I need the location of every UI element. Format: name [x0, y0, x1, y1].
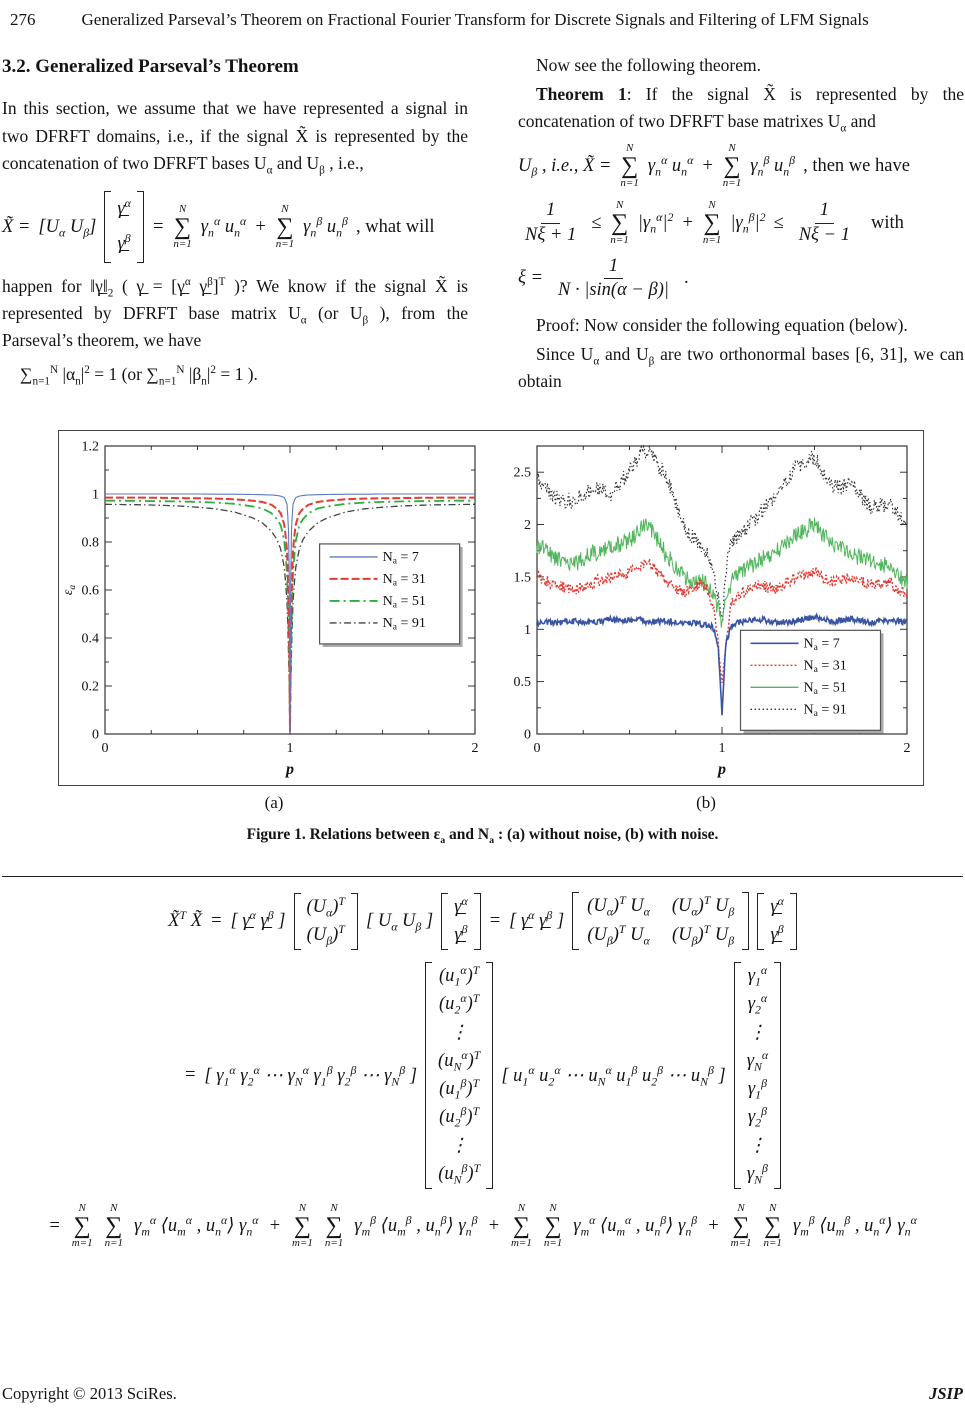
svg-text:2: 2 [903, 741, 911, 756]
display-equation-theorem: $U_\beta$ , i.e., X̃ = N ∑ n=1 $\gamma_n^\alpha$ $u_n^\alpha$ + N ∑ n=1 $\gamma_n^\beta$ $u_n^\beta$ , then we have [518, 142, 910, 190]
svg-text:Na = 7: $N_a = 7$ [382, 549, 419, 567]
svg-text:0.8: 0.8 [81, 535, 99, 551]
svg-text:1.5: 1.5 [513, 570, 531, 586]
display-equation-xi: ξ = $\frac{1}{N \cdot |\sin(\alpha - \beta)|}$ . [518, 255, 964, 302]
svg-text:εa: $\varepsilon_a$ [61, 584, 78, 596]
svg-text:0.4: 0.4 [81, 631, 99, 647]
svg-text:Na = 7: $N_a = 7$ [803, 636, 840, 654]
paragraph: happen for $‖\gamma̲‖_2$ ( γ̲ = [γ̲$^\alpha$ γ̲$^\beta$]$^T$ )? We know if the signal X̃ is represented by DFRFT base matrix $U_\alpha$ (or $U_\beta$ ), from the Parseval’s theorem, we have [2, 276, 468, 351]
summation-symbol: N ∑ n=1 [620, 142, 639, 190]
paragraph: Proof: Now consider the following equation (below). [536, 314, 908, 335]
svg-text:Na = 91: $N_a = 91$ [382, 615, 426, 633]
paragraph: Since $U_\alpha$ and $U_\beta$ are two orthonormal bases [6, 31], we can obtain [518, 344, 965, 392]
svg-text:1: 1 [718, 741, 726, 756]
section-heading: 3.2. Generalized Parseval’s Theorem [2, 56, 299, 77]
column-vector: γ̲$^\alpha$ γ̲$^\beta$ [757, 893, 797, 950]
page-number: 276 [10, 10, 36, 29]
journal-label: JSIP [929, 1384, 963, 1403]
svg-text:Na = 91: $N_a = 91$ [803, 702, 847, 720]
display-equation-signal-decomposition: X̃ = [$U_\alpha$ $U_\beta$] γ̲$^\alpha$ γ̲$^\beta$ = N ∑ n=1 $\gamma_n^\alpha$ $u_n^\alpha$ + N ∑ n=1 $\gamma_n^\beta$ $u_n^\beta$ , what will [2, 191, 468, 263]
theorem-paragraph: Theorem 1: If the signal X̃ is represented by the concatenation of two DFRFT base matrixes $U_\alpha$ and [518, 84, 965, 135]
matrix-2x2: $(U_\alpha)^T$ $U_\alpha$ $(U_\alpha)^T$ $U_\beta$ $(U_\beta)^T$ $U_\alpha$ $(U_\beta)^T$ $U_\beta$ [572, 892, 749, 950]
svg-text:0.5: 0.5 [513, 675, 531, 691]
left-column [2, 52, 468, 390]
fraction: $\frac{1}{N\xi + 1}$ [525, 200, 577, 245]
svg-text:0.2: 0.2 [81, 679, 99, 695]
inline-equation-parseval: $\sum_{n=1}^N$ $|\alpha_n|^2 = 1$ (or $\sum_{n=1}^N$ $|\beta_n|^2 = 1$ ). [20, 363, 258, 388]
summation-symbol: N ∑ n=1 [702, 199, 722, 246]
svg-text:Na = 31: $N_a = 31$ [382, 571, 426, 589]
paragraph: In this section, we assume that we have represented a signal in two DFRFT domains, i.e., if the signal X̃ is represented by the concatenation of two DFRFT bases $U_\alpha$ and $U_\beta$ , i.e., [2, 98, 468, 177]
sublabel-b: (b) [696, 793, 716, 812]
summation-symbol: N ∑ n=1 [610, 199, 629, 246]
svg-text:1: 1 [524, 622, 531, 638]
running-title: Generalized Parseval’s Theorem on Fractional Fourier Transform for Discrete Signals and Filtering of LFM Signals [81, 10, 869, 29]
svg-text:p: p [718, 761, 726, 778]
figure-caption: Figure 1. Relations between $\varepsilon_a$ and $N_a$ : (a) without noise, (b) with noise. [246, 826, 719, 847]
column-vector: $(u_1^\alpha)^T$ $(u_2^\alpha)^T$ ⋮ $(u_N^\alpha)^T$ $(u_1^\beta)^T$ $(u_2^\beta)^T$ ⋮ $(u_N^\beta)^T$ [425, 962, 493, 1189]
svg-text:p: p [286, 761, 294, 778]
theorem-label: Theorem 1 [536, 84, 627, 105]
summation-symbol: N ∑ n=1 [722, 142, 742, 190]
proof-equation-block [0, 888, 965, 1257]
section-divider-rule [2, 876, 963, 877]
page-header [10, 10, 955, 30]
figure-sublabels [58, 793, 922, 813]
svg-text:Na = 31: $N_a = 31$ [803, 658, 847, 676]
figure-1-panel [58, 430, 924, 786]
chart-b-with-noise [491, 431, 923, 785]
column-vector: γ̲$^\alpha$ γ̲$^\beta$ [104, 191, 144, 263]
copyright-text: Copyright © 2013 SciRes. [2, 1384, 177, 1403]
svg-text:0: 0 [533, 741, 541, 756]
svg-text:0.6: 0.6 [81, 583, 99, 599]
paragraph: Now see the following theorem. [536, 55, 762, 75]
svg-text:0: 0 [101, 741, 109, 756]
display-equation-inequality: $\frac{1}{N\xi + 1}$ ≤ N ∑ n=1 $|\gamma_n^\alpha|^2$ + N ∑ n=1 $|\gamma_n^\beta|^2$ ≤ $\frac{1}{N\xi - 1}$ with [518, 199, 964, 246]
fraction: $\frac{1}{N \cdot |\sin(\alpha - \beta)|}$ [558, 255, 669, 300]
svg-text:2: 2 [471, 741, 479, 756]
page-footer [2, 1384, 963, 1404]
proof-equation-line-2: = [ $\gamma_1^\alpha$ $\gamma_2^\alpha$ ⋯ $\gamma_N^\alpha$ $\gamma_1^\beta$ $\gamma_2^\beta$ ⋯ $\gamma_N^\beta$ ] $(u_1^\alpha)^T$ $(u_2^\alpha)^T$ ⋮ $(u_N^\alpha)^T$ $(u_1^\beta)^T$ $(u_2^\beta)^T$ ⋮ $(u_N^\beta)^T$ [ $u_1^\alpha$ $u_2^\alpha$ ⋯ $u_N^\alpha$ $u_1^\beta$ $u_2^\beta$ ⋯ $u_N^\beta$ ] $\gamma_1^\alpha$ $\gamma_2^\alpha$ ⋮ $\gamma_N^\alpha$ $\gamma_1^\beta$ $\gamma_2^\beta$ ⋮ $\gamma_N^\beta$ [0, 962, 965, 1189]
sublabel-a: (a) [264, 793, 284, 812]
summation-symbol: N ∑ n=1 [173, 202, 192, 250]
proof-equation-line-1: X̃$^T$ X̃ = [ γ̲$^\alpha$ γ̲$^\beta$ ] $(U_\alpha)^T$ $(U_\beta)^T$ [ $U_\alpha$ $U_\beta$ ] γ̲$^\alpha$ γ̲$^\beta$ = [ γ̲$^\alpha$ γ̲$^\beta$ ] $(U_\alpha)^T$ $U_\alpha$ $(U_\alpha)^T$ $U_\beta$ $(U_\beta)^T$ $U_\alpha$ $(U_\beta)^T$ $U_\beta$ γ̲$^\alpha$ γ̲$^\beta$ [0, 892, 965, 950]
svg-text:1.2: 1.2 [81, 439, 99, 455]
fraction: $\frac{1}{N\xi - 1}$ [798, 200, 850, 245]
svg-text:1: 1 [286, 741, 294, 756]
svg-text:1: 1 [92, 487, 99, 503]
proof-equation-line-3: = N ∑ m=1 N ∑ n=1 $\gamma_m^\alpha$ $⟨u_m^\alpha$ , $u_n^\alpha⟩$ $\gamma_n^\alpha$ + N ∑ m=1 N ∑ n=1 $\gamma_m^\beta$ $⟨u_m^\beta$ , $u_n^\beta⟩$ $\gamma_n^\beta$ + N ∑ m=1 N ∑ n=1 $\gamma_m^\alpha$ $⟨u_m^\alpha$ , $u_n^\beta⟩$ $\gamma_n^\beta$ + N ∑ m=1 N ∑ n=1 $\gamma_m^\beta$ $⟨u_m^\beta$ , $u_n^\alpha⟩$ $\gamma_n^\alpha$ [48, 1202, 917, 1249]
svg-text:2: 2 [524, 518, 531, 534]
column-vector: $(U_\alpha)^T$ $(U_\beta)^T$ [294, 893, 359, 950]
svg-text:0: 0 [524, 727, 531, 743]
summation-symbol: N ∑ n=1 [275, 202, 295, 250]
svg-text:0: 0 [92, 727, 99, 743]
right-column [518, 52, 964, 397]
svg-text:Na = 51: $N_a = 51$ [803, 680, 847, 698]
column-vector: γ̲$^\alpha$ γ̲$^\beta$ [441, 893, 481, 950]
chart-a-without-noise [59, 431, 491, 785]
column-vector: $\gamma_1^\alpha$ $\gamma_2^\alpha$ ⋮ $\gamma_N^\alpha$ $\gamma_1^\beta$ $\gamma_2^\beta$ ⋮ $\gamma_N^\beta$ [734, 962, 781, 1189]
svg-text:2.5: 2.5 [513, 465, 531, 481]
svg-text:Na = 51: $N_a = 51$ [382, 593, 426, 611]
